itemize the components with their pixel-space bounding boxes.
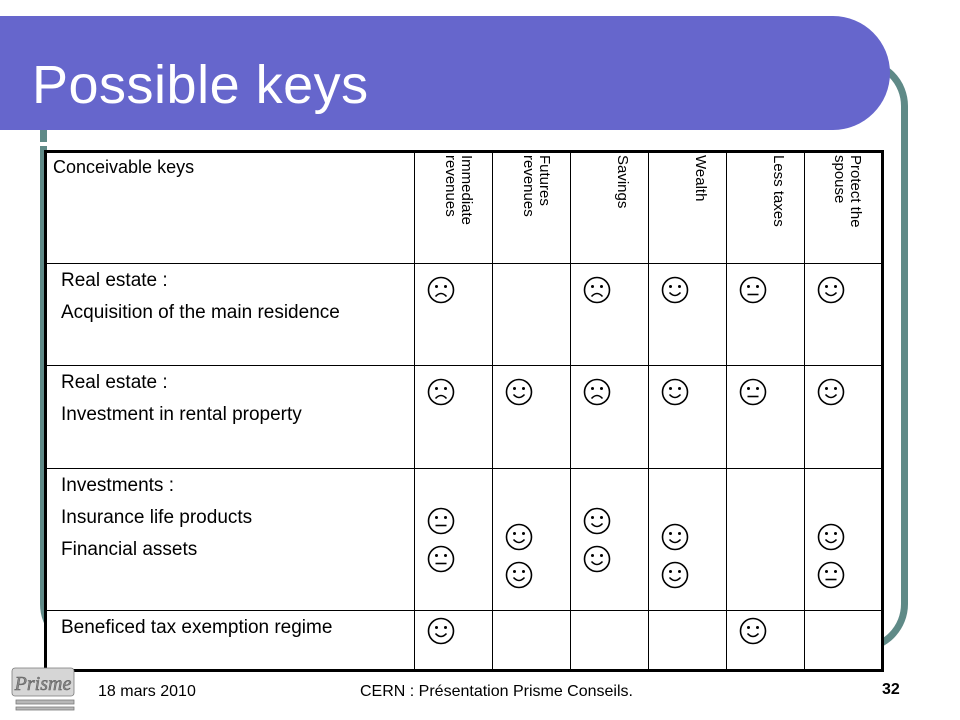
- column-header-less-taxes: [727, 152, 805, 264]
- rating-cell: [649, 611, 727, 671]
- happy-face-icon: [505, 523, 533, 551]
- row-label: [46, 469, 415, 611]
- rating-cell: [493, 611, 571, 671]
- sad-face-icon: [427, 378, 455, 406]
- rating-cell: [727, 264, 805, 366]
- happy-face-icon: [427, 617, 455, 645]
- rating-cell: [493, 469, 571, 611]
- column-header-protect-spouse: [805, 152, 883, 264]
- slide-title: Possible keys: [32, 55, 369, 115]
- neutral-face-icon: [739, 378, 767, 406]
- neutral-face-icon: [427, 507, 455, 535]
- row-label-line: Investments :: [61, 475, 174, 496]
- happy-face-icon: [505, 378, 533, 406]
- title-underline: [0, 142, 848, 146]
- table-row: [46, 366, 883, 469]
- happy-face-icon: [739, 617, 767, 645]
- rating-cell: [571, 469, 649, 611]
- rating-cell: [493, 366, 571, 469]
- header-row: [46, 152, 883, 264]
- sad-face-icon: [583, 378, 611, 406]
- neutral-face-icon: [427, 545, 455, 573]
- happy-face-icon: [661, 523, 689, 551]
- sad-face-icon: [427, 276, 455, 304]
- column-header-savings: [571, 152, 649, 264]
- row-label: [46, 366, 415, 469]
- column-header-wealth: [649, 152, 727, 264]
- row-label-line: Beneficed tax exemption regime: [61, 617, 333, 638]
- logo-text: Prisme: [14, 673, 72, 695]
- rating-cell: [727, 611, 805, 671]
- row-label-line: Investment in rental property: [61, 404, 302, 425]
- sad-face-icon: [583, 276, 611, 304]
- rating-cell: [571, 366, 649, 469]
- row-label-line: Financial assets: [61, 539, 198, 560]
- column-header-text: Wealth: [691, 155, 709, 202]
- happy-face-icon: [583, 507, 611, 535]
- page-number: 32: [882, 681, 900, 698]
- happy-face-icon: [583, 545, 611, 573]
- column-header-text: Futures revenues: [519, 155, 553, 217]
- rating-cell: [805, 469, 883, 611]
- rating-cell: [415, 264, 493, 366]
- prisme-logo: [6, 660, 86, 716]
- rating-cell: [493, 264, 571, 366]
- corner-label: Conceivable keys: [46, 152, 415, 264]
- happy-face-icon: [817, 276, 845, 304]
- happy-face-icon: [661, 378, 689, 406]
- neutral-face-icon: [817, 561, 845, 589]
- rating-cell: [415, 366, 493, 469]
- row-label-line: Real estate :: [61, 372, 168, 393]
- row-label-line: Real estate :: [61, 270, 168, 291]
- column-header-immediate-revenues: [415, 152, 493, 264]
- rating-cell: [649, 469, 727, 611]
- rating-cell: [649, 366, 727, 469]
- keys-table: [44, 150, 884, 672]
- table-row: [46, 469, 883, 611]
- footer-date: 18 mars 2010: [98, 683, 196, 700]
- rating-cell: [805, 366, 883, 469]
- happy-face-icon: [817, 523, 845, 551]
- rating-cell: [727, 366, 805, 469]
- column-header-text: Savings: [613, 155, 631, 209]
- row-label-line: Acquisition of the main residence: [61, 302, 340, 323]
- column-header-text: Immediate revenues: [441, 155, 475, 226]
- rating-cell: [727, 469, 805, 611]
- rating-cell: [571, 611, 649, 671]
- happy-face-icon: [661, 276, 689, 304]
- rating-cell: [571, 264, 649, 366]
- column-header-text: Protect the spouse: [831, 155, 864, 228]
- table-row: [46, 264, 883, 366]
- happy-face-icon: [505, 561, 533, 589]
- column-header-futures-revenues: [493, 152, 571, 264]
- rating-cell: [415, 469, 493, 611]
- footer-title: CERN : Présentation Prisme Conseils.: [360, 683, 633, 700]
- neutral-face-icon: [739, 276, 767, 304]
- table-row: [46, 611, 883, 671]
- rating-cell: [415, 611, 493, 671]
- row-label: [46, 611, 415, 671]
- happy-face-icon: [661, 561, 689, 589]
- row-label: [46, 264, 415, 366]
- rating-cell: [649, 264, 727, 366]
- column-header-text: Less taxes: [769, 155, 787, 227]
- happy-face-icon: [817, 378, 845, 406]
- rating-cell: [805, 611, 883, 671]
- rating-cell: [805, 264, 883, 366]
- title-band: [0, 16, 890, 130]
- row-label-line: Insurance life products: [61, 507, 253, 528]
